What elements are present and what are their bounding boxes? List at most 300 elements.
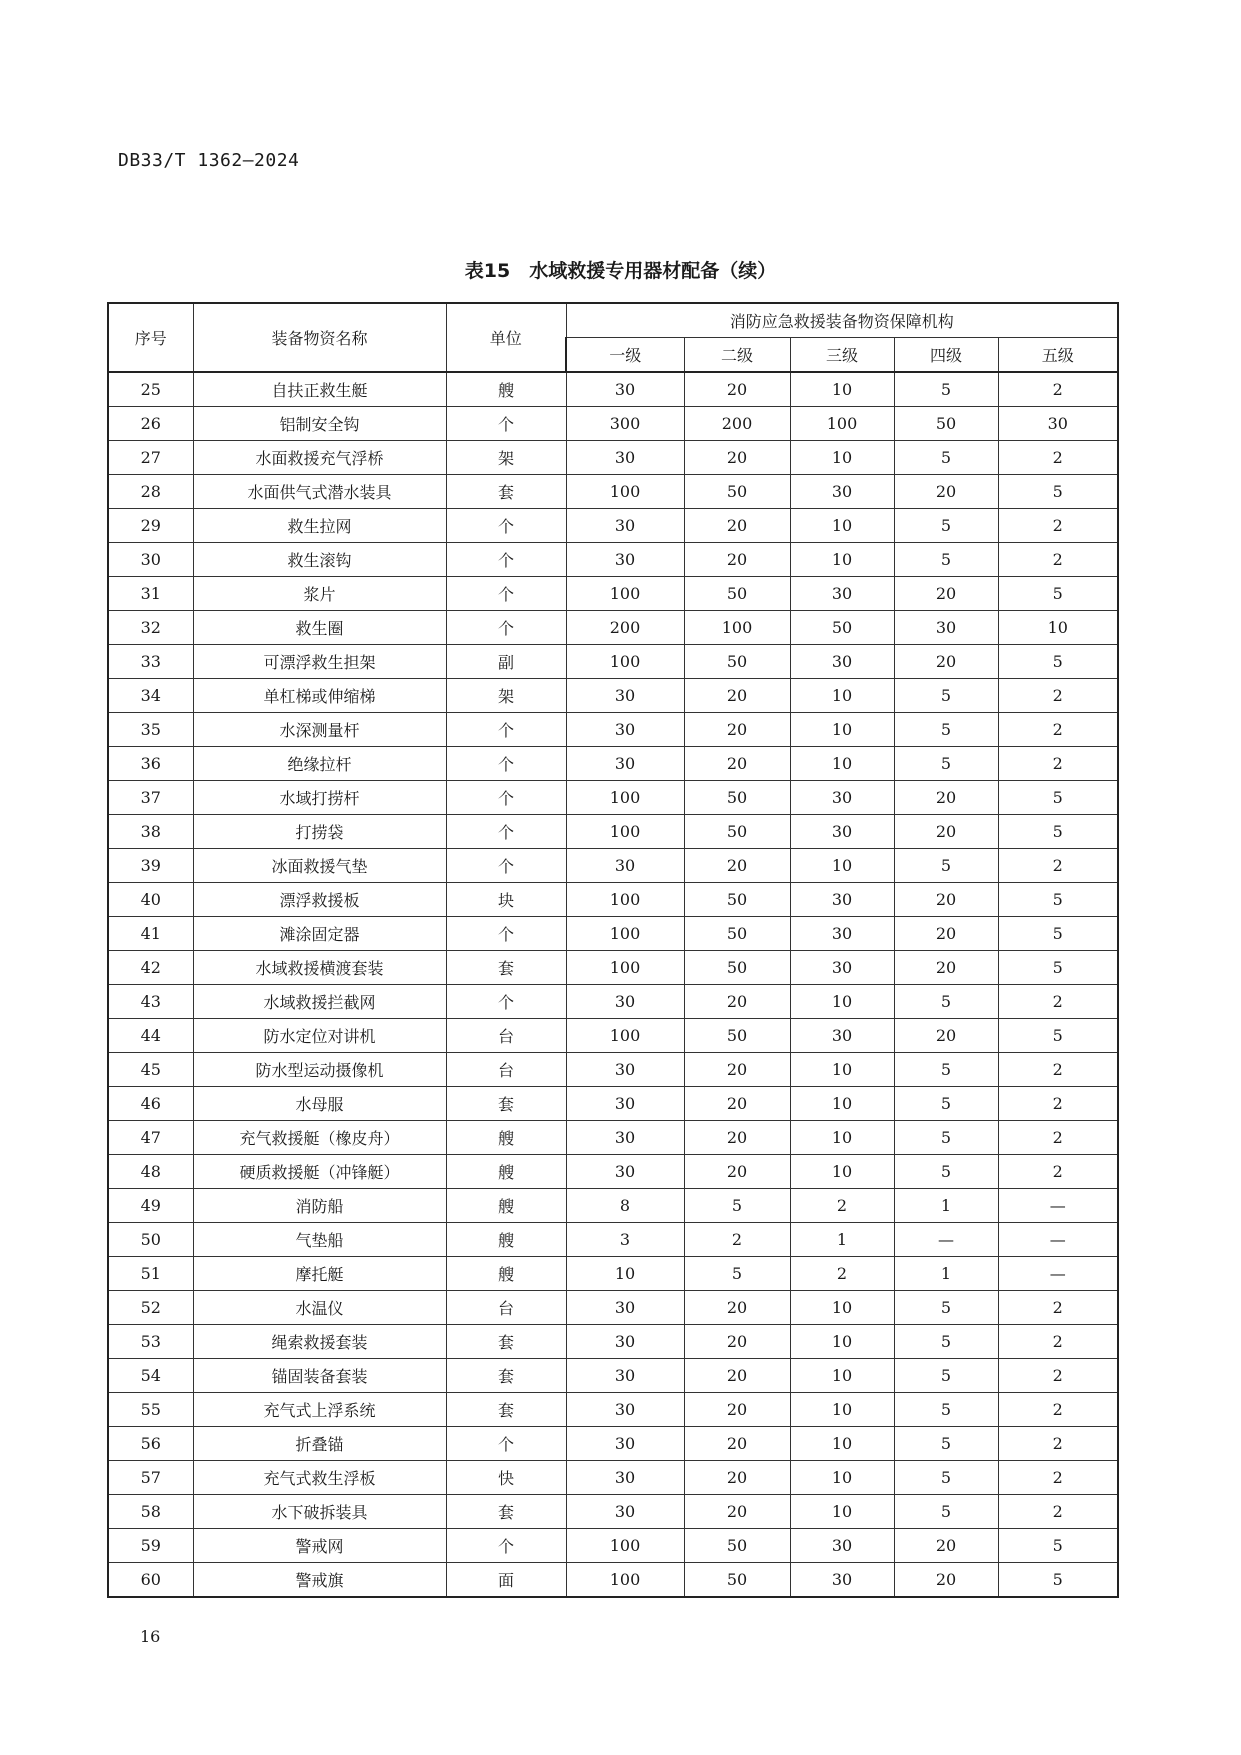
cell-name: 防水型运动摄像机 [193,1053,446,1087]
cell-level-2: 20 [684,713,790,747]
cell-level-1: 100 [566,645,684,679]
cell-name: 防水定位对讲机 [193,1019,446,1053]
cell-level-4: 5 [894,1393,998,1427]
cell-level-3: 10 [790,849,894,883]
cell-level-4: 20 [894,577,998,611]
cell-seq: 40 [108,883,193,917]
cell-level-2: 50 [684,577,790,611]
cell-seq: 52 [108,1291,193,1325]
cell-unit: 套 [446,1325,566,1359]
cell-level-5: 5 [998,917,1118,951]
cell-level-2: 200 [684,407,790,441]
cell-seq: 43 [108,985,193,1019]
cell-level-2: 50 [684,883,790,917]
cell-level-2: 20 [684,372,790,407]
header-level-3: 三级 [790,338,894,373]
cell-level-5: — [998,1257,1118,1291]
cell-level-5: 5 [998,475,1118,509]
table-row [108,543,1118,577]
cell-level-3: 10 [790,1291,894,1325]
cell-name: 消防船 [193,1189,446,1223]
cell-level-1: 30 [566,679,684,713]
cell-level-5: 2 [998,1087,1118,1121]
cell-level-3: 10 [790,747,894,781]
cell-name: 气垫船 [193,1223,446,1257]
cell-seq: 32 [108,611,193,645]
cell-level-1: 30 [566,1155,684,1189]
cell-level-3: 30 [790,475,894,509]
cell-level-4: 5 [894,372,998,407]
cell-level-1: 30 [566,849,684,883]
cell-level-1: 30 [566,713,684,747]
cell-level-1: 3 [566,1223,684,1257]
cell-name: 救生圈 [193,611,446,645]
cell-name: 摩托艇 [193,1257,446,1291]
cell-name: 漂浮救援板 [193,883,446,917]
cell-name: 救生拉网 [193,509,446,543]
cell-level-2: 20 [684,679,790,713]
cell-level-4: 5 [894,747,998,781]
cell-level-4: 20 [894,883,998,917]
table-row [108,1019,1118,1053]
cell-unit: 艘 [446,1223,566,1257]
cell-unit: 个 [446,985,566,1019]
cell-level-5: 2 [998,1291,1118,1325]
cell-seq: 47 [108,1121,193,1155]
cell-level-5: — [998,1189,1118,1223]
cell-level-1: 30 [566,1291,684,1325]
cell-name: 警戒旗 [193,1563,446,1598]
table-body [108,372,1118,1597]
cell-level-5: 2 [998,1427,1118,1461]
cell-unit: 套 [446,1359,566,1393]
cell-level-2: 50 [684,1563,790,1598]
cell-level-2: 20 [684,441,790,475]
cell-level-1: 10 [566,1257,684,1291]
cell-unit: 架 [446,679,566,713]
cell-level-5: 2 [998,1325,1118,1359]
cell-unit: 艘 [446,372,566,407]
cell-level-1: 30 [566,543,684,577]
cell-level-4: 20 [894,645,998,679]
table-row [108,1223,1118,1257]
cell-level-5: 2 [998,1359,1118,1393]
cell-level-3: 30 [790,1529,894,1563]
cell-level-4: 5 [894,985,998,1019]
cell-seq: 29 [108,509,193,543]
cell-unit: 艘 [446,1189,566,1223]
cell-level-3: 10 [790,1461,894,1495]
cell-level-2: 50 [684,1019,790,1053]
table-row [108,611,1118,645]
cell-level-3: 2 [790,1189,894,1223]
cell-level-1: 30 [566,1087,684,1121]
cell-level-1: 8 [566,1189,684,1223]
cell-level-4: 5 [894,1121,998,1155]
cell-level-5: 2 [998,543,1118,577]
cell-level-1: 30 [566,1053,684,1087]
cell-unit: 台 [446,1291,566,1325]
cell-name: 硬质救援艇（冲锋艇） [193,1155,446,1189]
cell-level-3: 30 [790,645,894,679]
header-seq: 序号 [108,303,193,372]
cell-name: 警戒网 [193,1529,446,1563]
cell-level-2: 20 [684,1121,790,1155]
cell-unit: 副 [446,645,566,679]
cell-level-5: 2 [998,441,1118,475]
cell-level-1: 100 [566,1019,684,1053]
cell-level-5: 5 [998,645,1118,679]
cell-level-3: 30 [790,883,894,917]
cell-level-4: 5 [894,1427,998,1461]
table-row [108,645,1118,679]
cell-level-1: 30 [566,985,684,1019]
cell-name: 打捞袋 [193,815,446,849]
cell-level-4: 5 [894,1359,998,1393]
cell-level-3: 10 [790,1495,894,1529]
cell-level-3: 10 [790,441,894,475]
cell-level-3: 30 [790,1019,894,1053]
cell-level-4: 5 [894,713,998,747]
cell-level-4: — [894,1223,998,1257]
cell-level-4: 5 [894,509,998,543]
cell-unit: 快 [446,1461,566,1495]
table-row [108,1155,1118,1189]
cell-unit: 套 [446,475,566,509]
cell-name: 充气式上浮系统 [193,1393,446,1427]
cell-level-3: 30 [790,917,894,951]
cell-seq: 39 [108,849,193,883]
cell-level-3: 10 [790,1427,894,1461]
cell-name: 充气式救生浮板 [193,1461,446,1495]
cell-name: 水面救援充气浮桥 [193,441,446,475]
cell-level-4: 20 [894,1019,998,1053]
table-row [108,917,1118,951]
cell-seq: 59 [108,1529,193,1563]
table-row [108,1529,1118,1563]
cell-name: 水域救援拦截网 [193,985,446,1019]
cell-name: 水深测量杆 [193,713,446,747]
cell-seq: 28 [108,475,193,509]
cell-level-1: 100 [566,577,684,611]
cell-level-3: 10 [790,985,894,1019]
cell-seq: 57 [108,1461,193,1495]
cell-level-3: 10 [790,372,894,407]
cell-level-3: 10 [790,509,894,543]
header-name: 装备物资名称 [193,303,446,372]
cell-level-1: 30 [566,1495,684,1529]
cell-unit: 套 [446,1495,566,1529]
table-title: 表15 水域救援专用器材配备（续） [464,260,777,282]
cell-level-1: 100 [566,883,684,917]
cell-level-3: 30 [790,1563,894,1598]
cell-unit: 个 [446,543,566,577]
cell-level-3: 10 [790,1359,894,1393]
cell-level-3: 10 [790,679,894,713]
cell-unit: 套 [446,1087,566,1121]
cell-level-3: 30 [790,815,894,849]
cell-level-4: 5 [894,1155,998,1189]
cell-level-4: 20 [894,917,998,951]
cell-level-5: 5 [998,951,1118,985]
cell-level-5: 2 [998,1121,1118,1155]
cell-level-3: 10 [790,1121,894,1155]
cell-unit: 个 [446,407,566,441]
cell-name: 水母服 [193,1087,446,1121]
cell-level-3: 1 [790,1223,894,1257]
cell-level-1: 100 [566,1529,684,1563]
header-level-1: 一级 [566,338,684,373]
table-row [108,441,1118,475]
cell-level-5: 5 [998,577,1118,611]
cell-level-1: 100 [566,951,684,985]
cell-level-4: 20 [894,781,998,815]
cell-level-4: 5 [894,679,998,713]
cell-level-4: 20 [894,815,998,849]
cell-name: 水域打捞杆 [193,781,446,815]
cell-seq: 58 [108,1495,193,1529]
cell-level-5: 2 [998,509,1118,543]
cell-unit: 个 [446,509,566,543]
cell-level-1: 300 [566,407,684,441]
document-code: DB33/T 1362—2024 [118,150,300,171]
cell-level-3: 10 [790,713,894,747]
cell-level-2: 20 [684,1291,790,1325]
cell-level-1: 30 [566,1121,684,1155]
cell-name: 自扶正救生艇 [193,372,446,407]
table-row [108,475,1118,509]
cell-level-2: 20 [684,1495,790,1529]
cell-seq: 30 [108,543,193,577]
cell-seq: 33 [108,645,193,679]
cell-level-2: 20 [684,1461,790,1495]
cell-level-2: 2 [684,1223,790,1257]
cell-level-1: 30 [566,1325,684,1359]
table-row [108,679,1118,713]
cell-unit: 台 [446,1053,566,1087]
cell-seq: 46 [108,1087,193,1121]
cell-level-5: 2 [998,1495,1118,1529]
cell-level-2: 50 [684,645,790,679]
cell-level-4: 5 [894,1053,998,1087]
cell-unit: 套 [446,1393,566,1427]
cell-level-5: 10 [998,611,1118,645]
cell-name: 充气救援艇（橡皮舟） [193,1121,446,1155]
cell-level-5: 2 [998,1393,1118,1427]
cell-level-4: 5 [894,543,998,577]
cell-seq: 25 [108,372,193,407]
cell-level-2: 20 [684,747,790,781]
cell-name: 可漂浮救生担架 [193,645,446,679]
cell-unit: 个 [446,917,566,951]
cell-level-5: 2 [998,372,1118,407]
cell-level-1: 30 [566,1427,684,1461]
cell-level-2: 50 [684,951,790,985]
cell-level-2: 20 [684,1427,790,1461]
cell-seq: 49 [108,1189,193,1223]
table-row [108,713,1118,747]
cell-seq: 45 [108,1053,193,1087]
cell-level-3: 30 [790,577,894,611]
cell-name: 绳索救援套装 [193,1325,446,1359]
cell-level-2: 50 [684,917,790,951]
cell-seq: 31 [108,577,193,611]
cell-level-5: 2 [998,713,1118,747]
table-row [108,883,1118,917]
cell-level-5: 5 [998,815,1118,849]
table-row [108,1087,1118,1121]
cell-level-4: 20 [894,475,998,509]
cell-level-4: 1 [894,1257,998,1291]
cell-unit: 个 [446,815,566,849]
cell-level-1: 100 [566,1563,684,1598]
cell-level-1: 30 [566,1359,684,1393]
cell-level-1: 100 [566,815,684,849]
table-row [108,1189,1118,1223]
cell-level-1: 100 [566,917,684,951]
cell-seq: 26 [108,407,193,441]
cell-level-2: 50 [684,475,790,509]
cell-level-3: 50 [790,611,894,645]
cell-level-1: 30 [566,441,684,475]
cell-level-5: 2 [998,747,1118,781]
cell-seq: 53 [108,1325,193,1359]
table-row [108,747,1118,781]
cell-level-2: 5 [684,1189,790,1223]
cell-level-4: 5 [894,1087,998,1121]
cell-unit: 架 [446,441,566,475]
cell-level-2: 5 [684,1257,790,1291]
cell-level-5: 2 [998,1461,1118,1495]
cell-level-1: 30 [566,509,684,543]
cell-level-4: 30 [894,611,998,645]
cell-level-3: 30 [790,781,894,815]
cell-seq: 56 [108,1427,193,1461]
cell-level-5: 30 [998,407,1118,441]
table-row [108,849,1118,883]
cell-seq: 34 [108,679,193,713]
cell-level-1: 30 [566,1393,684,1427]
cell-level-4: 50 [894,407,998,441]
cell-name: 折叠锚 [193,1427,446,1461]
cell-seq: 41 [108,917,193,951]
header-level-4: 四级 [894,338,998,373]
cell-level-4: 5 [894,441,998,475]
cell-level-4: 5 [894,1461,998,1495]
cell-level-5: 5 [998,1019,1118,1053]
cell-level-1: 30 [566,747,684,781]
cell-level-4: 5 [894,1325,998,1359]
cell-level-3: 2 [790,1257,894,1291]
cell-unit: 面 [446,1563,566,1598]
cell-level-5: 5 [998,883,1118,917]
table-row [108,1461,1118,1495]
table-row [108,1291,1118,1325]
cell-level-4: 1 [894,1189,998,1223]
cell-level-2: 20 [684,1359,790,1393]
table-row [108,1257,1118,1291]
cell-level-2: 50 [684,815,790,849]
table-row [108,509,1118,543]
cell-seq: 60 [108,1563,193,1598]
cell-level-5: 5 [998,781,1118,815]
cell-level-2: 20 [684,509,790,543]
cell-name: 铝制安全钩 [193,407,446,441]
cell-seq: 48 [108,1155,193,1189]
cell-level-5: 2 [998,985,1118,1019]
cell-level-5: 2 [998,1155,1118,1189]
cell-level-2: 20 [684,1053,790,1087]
cell-name: 水下破拆装具 [193,1495,446,1529]
cell-level-1: 30 [566,372,684,407]
cell-seq: 27 [108,441,193,475]
header-level-5: 五级 [998,338,1118,373]
cell-level-2: 20 [684,543,790,577]
cell-level-3: 10 [790,1325,894,1359]
cell-seq: 44 [108,1019,193,1053]
cell-seq: 51 [108,1257,193,1291]
cell-level-3: 10 [790,1155,894,1189]
table-row [108,951,1118,985]
cell-name: 水域救援横渡套装 [193,951,446,985]
cell-seq: 54 [108,1359,193,1393]
cell-unit: 个 [446,611,566,645]
cell-level-5: 2 [998,679,1118,713]
page-number: 16 [140,1627,161,1646]
cell-level-1: 30 [566,1461,684,1495]
cell-level-3: 10 [790,1087,894,1121]
cell-level-4: 20 [894,1563,998,1598]
cell-name: 单杠梯或伸缩梯 [193,679,446,713]
cell-level-1: 100 [566,781,684,815]
cell-seq: 35 [108,713,193,747]
cell-name: 锚固装备套装 [193,1359,446,1393]
cell-unit: 个 [446,747,566,781]
cell-unit: 艘 [446,1257,566,1291]
table-row [108,1325,1118,1359]
cell-unit: 台 [446,1019,566,1053]
cell-level-3: 100 [790,407,894,441]
cell-level-3: 10 [790,543,894,577]
cell-unit: 艘 [446,1121,566,1155]
header-unit: 单位 [446,303,566,372]
cell-level-4: 20 [894,951,998,985]
table-row [108,985,1118,1019]
cell-name: 水面供气式潜水装具 [193,475,446,509]
table-row [108,1563,1118,1598]
cell-seq: 37 [108,781,193,815]
cell-level-1: 100 [566,475,684,509]
cell-level-3: 30 [790,951,894,985]
cell-unit: 个 [446,1529,566,1563]
table-row [108,1393,1118,1427]
table-row [108,1053,1118,1087]
cell-name: 水温仪 [193,1291,446,1325]
cell-unit: 块 [446,883,566,917]
table-row [108,372,1118,407]
table-row [108,407,1118,441]
cell-level-2: 20 [684,1087,790,1121]
cell-name: 救生滚钩 [193,543,446,577]
cell-name: 滩涂固定器 [193,917,446,951]
cell-unit: 艘 [446,1155,566,1189]
cell-unit: 个 [446,577,566,611]
cell-level-4: 5 [894,1495,998,1529]
cell-unit: 个 [446,849,566,883]
table-row [108,781,1118,815]
table-row [108,1495,1118,1529]
equipment-table [107,302,1119,1598]
